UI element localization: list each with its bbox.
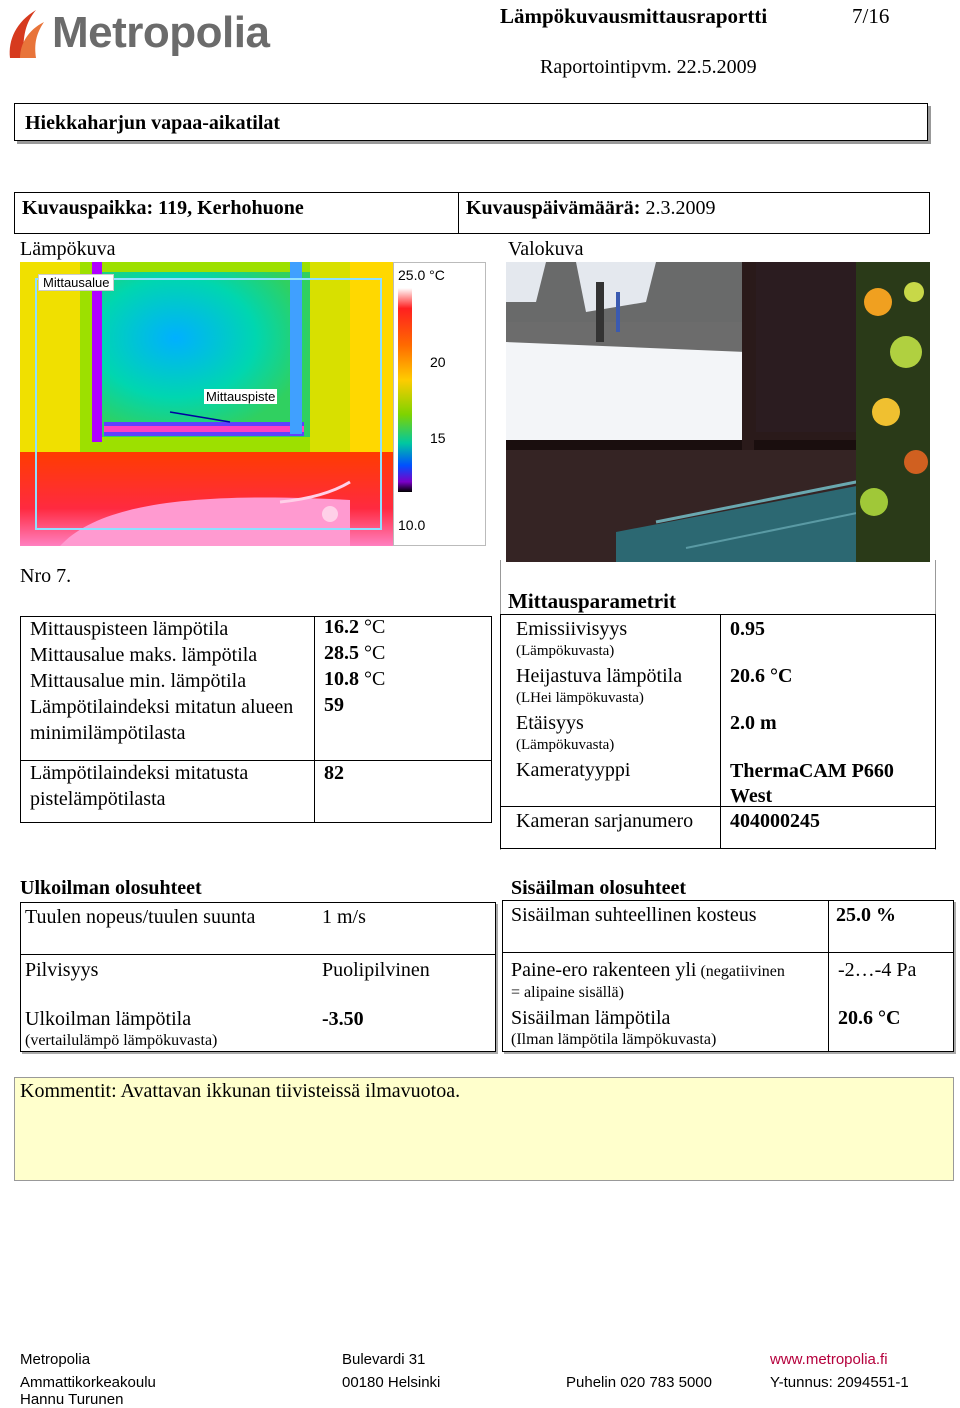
indoor-temp-value: 20.6 °C [838,1007,901,1029]
table-divider [20,954,496,955]
table-divider [314,616,315,823]
table-divider [828,900,829,1052]
document-title: Hiekkaharjun vapaa-aikatilat [25,112,281,134]
parameters-heading: Mittausparametrit [508,589,676,613]
parameter-value: 404000245 [730,810,820,832]
area-tag: Mittausalue [38,274,114,291]
measurement-label: Lämpötilaindeksi mitatun alueen minimilämpötilasta [30,696,294,744]
date-label: Kuvauspäivämäärä: [466,197,641,219]
parameter-source: (Lämpökuvasta) [516,643,615,659]
measurement-label: Mittausalue maks. lämpötila [30,644,258,666]
report-title: Lämpökuvausmittausraportti [500,4,768,28]
footer-phone: Puhelin 020 783 5000 [566,1374,712,1391]
footer-person: Hannu Turunen [20,1391,124,1408]
outdoor-temp-value: -3.50 [322,1008,364,1030]
parameter-value: 2.0 m [730,712,777,734]
parameter-label: Emissiivisyys [516,618,628,640]
logo-text: Metropolia [52,8,270,57]
thermal-image [20,262,393,546]
measurement-value: 16.2 °C [324,616,386,638]
divider [458,192,459,234]
outdoor-temp-source: (vertailulämpö lämpökuvasta) [25,1032,218,1049]
measurement-value: 59 [324,694,344,716]
parameter-value: 20.6 °C [730,665,793,687]
point-tag: Mittauspiste [206,389,276,404]
scale-min-label: 10.0 [398,517,426,533]
outdoor-temp-label: Ulkoilman lämpötila [25,1008,192,1030]
parameter-source: (LHei lämpökuvasta) [516,690,644,706]
report-date: Raportointipvm. 22.5.2009 [540,56,757,78]
parameter-value: 0.95 [730,618,765,640]
cloud-value: Puolipilvinen [322,959,430,981]
humidity-label: Sisäilman suhteellinen kosteus [511,904,757,926]
table-divider [502,952,954,953]
shooting-place: Kuvauspaikka: 119, Kerhohuone [22,197,304,219]
footer-org-type: Ammattikorkeakoulu [20,1374,156,1391]
scale-max-label: 25.0 °C [398,267,445,283]
photo-label: Valokuva [508,238,584,260]
parameter-label: Heijastuva lämpötila [516,665,683,687]
measurement-label: Lämpötilaindeksi mitatusta pistelämpötilasta [30,762,249,810]
pressure-label-row [511,959,785,982]
parameter-label: Kameran sarjanumero [516,810,694,832]
measurement-value: 10.8 °C [324,668,386,690]
scale-20-label: 20 [430,354,446,370]
wind-value: 1 m/s [322,906,366,928]
pressure-value: -2…-4 Pa [838,959,917,981]
measurement-label: Mittausalue min. lämpötila [30,670,247,692]
footer-web-link[interactable]: www.metropolia.fi [770,1351,888,1368]
pressure-note-cont: = alipaine sisällä) [511,984,624,1001]
pressure-label: Paine-ero rakenteen yli [511,959,697,981]
thermal-image-label: Lämpökuva [20,238,116,260]
humidity-value: 25.0 % [836,904,896,926]
pressure-note: (negatiivinen [700,963,785,980]
logo-flame-icon [6,4,48,60]
wind-label: Tuulen nopeus/tuulen suunta [25,906,256,928]
footer-business-id: Y-tunnus: 2094551-1 [770,1374,909,1391]
footer-org: Metropolia [20,1351,91,1368]
table-divider [720,614,721,849]
shooting-date [466,197,715,220]
outdoor-heading: Ulkoilman olosuhteet [20,877,202,899]
measurement-value: 82 [324,762,344,784]
indoor-temp-source: (Ilman lämpötila lämpökuvasta) [511,1031,717,1048]
parameter-label: Etäisyys [516,712,584,734]
indoor-heading: Sisäilman olosuhteet [511,877,687,899]
comment-text: Kommentit: Avattavan ikkunan tiivisteissä ilmavuotoa. [20,1080,461,1102]
parameter-source: (Lämpökuvasta) [516,737,615,753]
image-number: Nro 7. [20,565,72,587]
parameter-label: Kameratyyppi [516,759,631,781]
photo-image [506,262,930,562]
title-box [14,103,928,141]
footer-city: 00180 Helsinki [342,1374,441,1391]
measurement-value: 28.5 °C [324,642,386,664]
parameter-value: ThermaCAM P660 West [730,760,894,807]
scale-15-label: 15 [430,430,446,446]
date-value: 2.3.2009 [645,197,716,219]
color-scale-bar [398,288,412,492]
indoor-temp-label: Sisäilman lämpötila [511,1007,671,1029]
footer-street: Bulevardi 31 [342,1351,426,1368]
page-number: 7/16 [852,4,890,28]
measurement-label: Mittauspisteen lämpötila [30,618,229,640]
cloud-label: Pilvisyys [25,959,99,981]
